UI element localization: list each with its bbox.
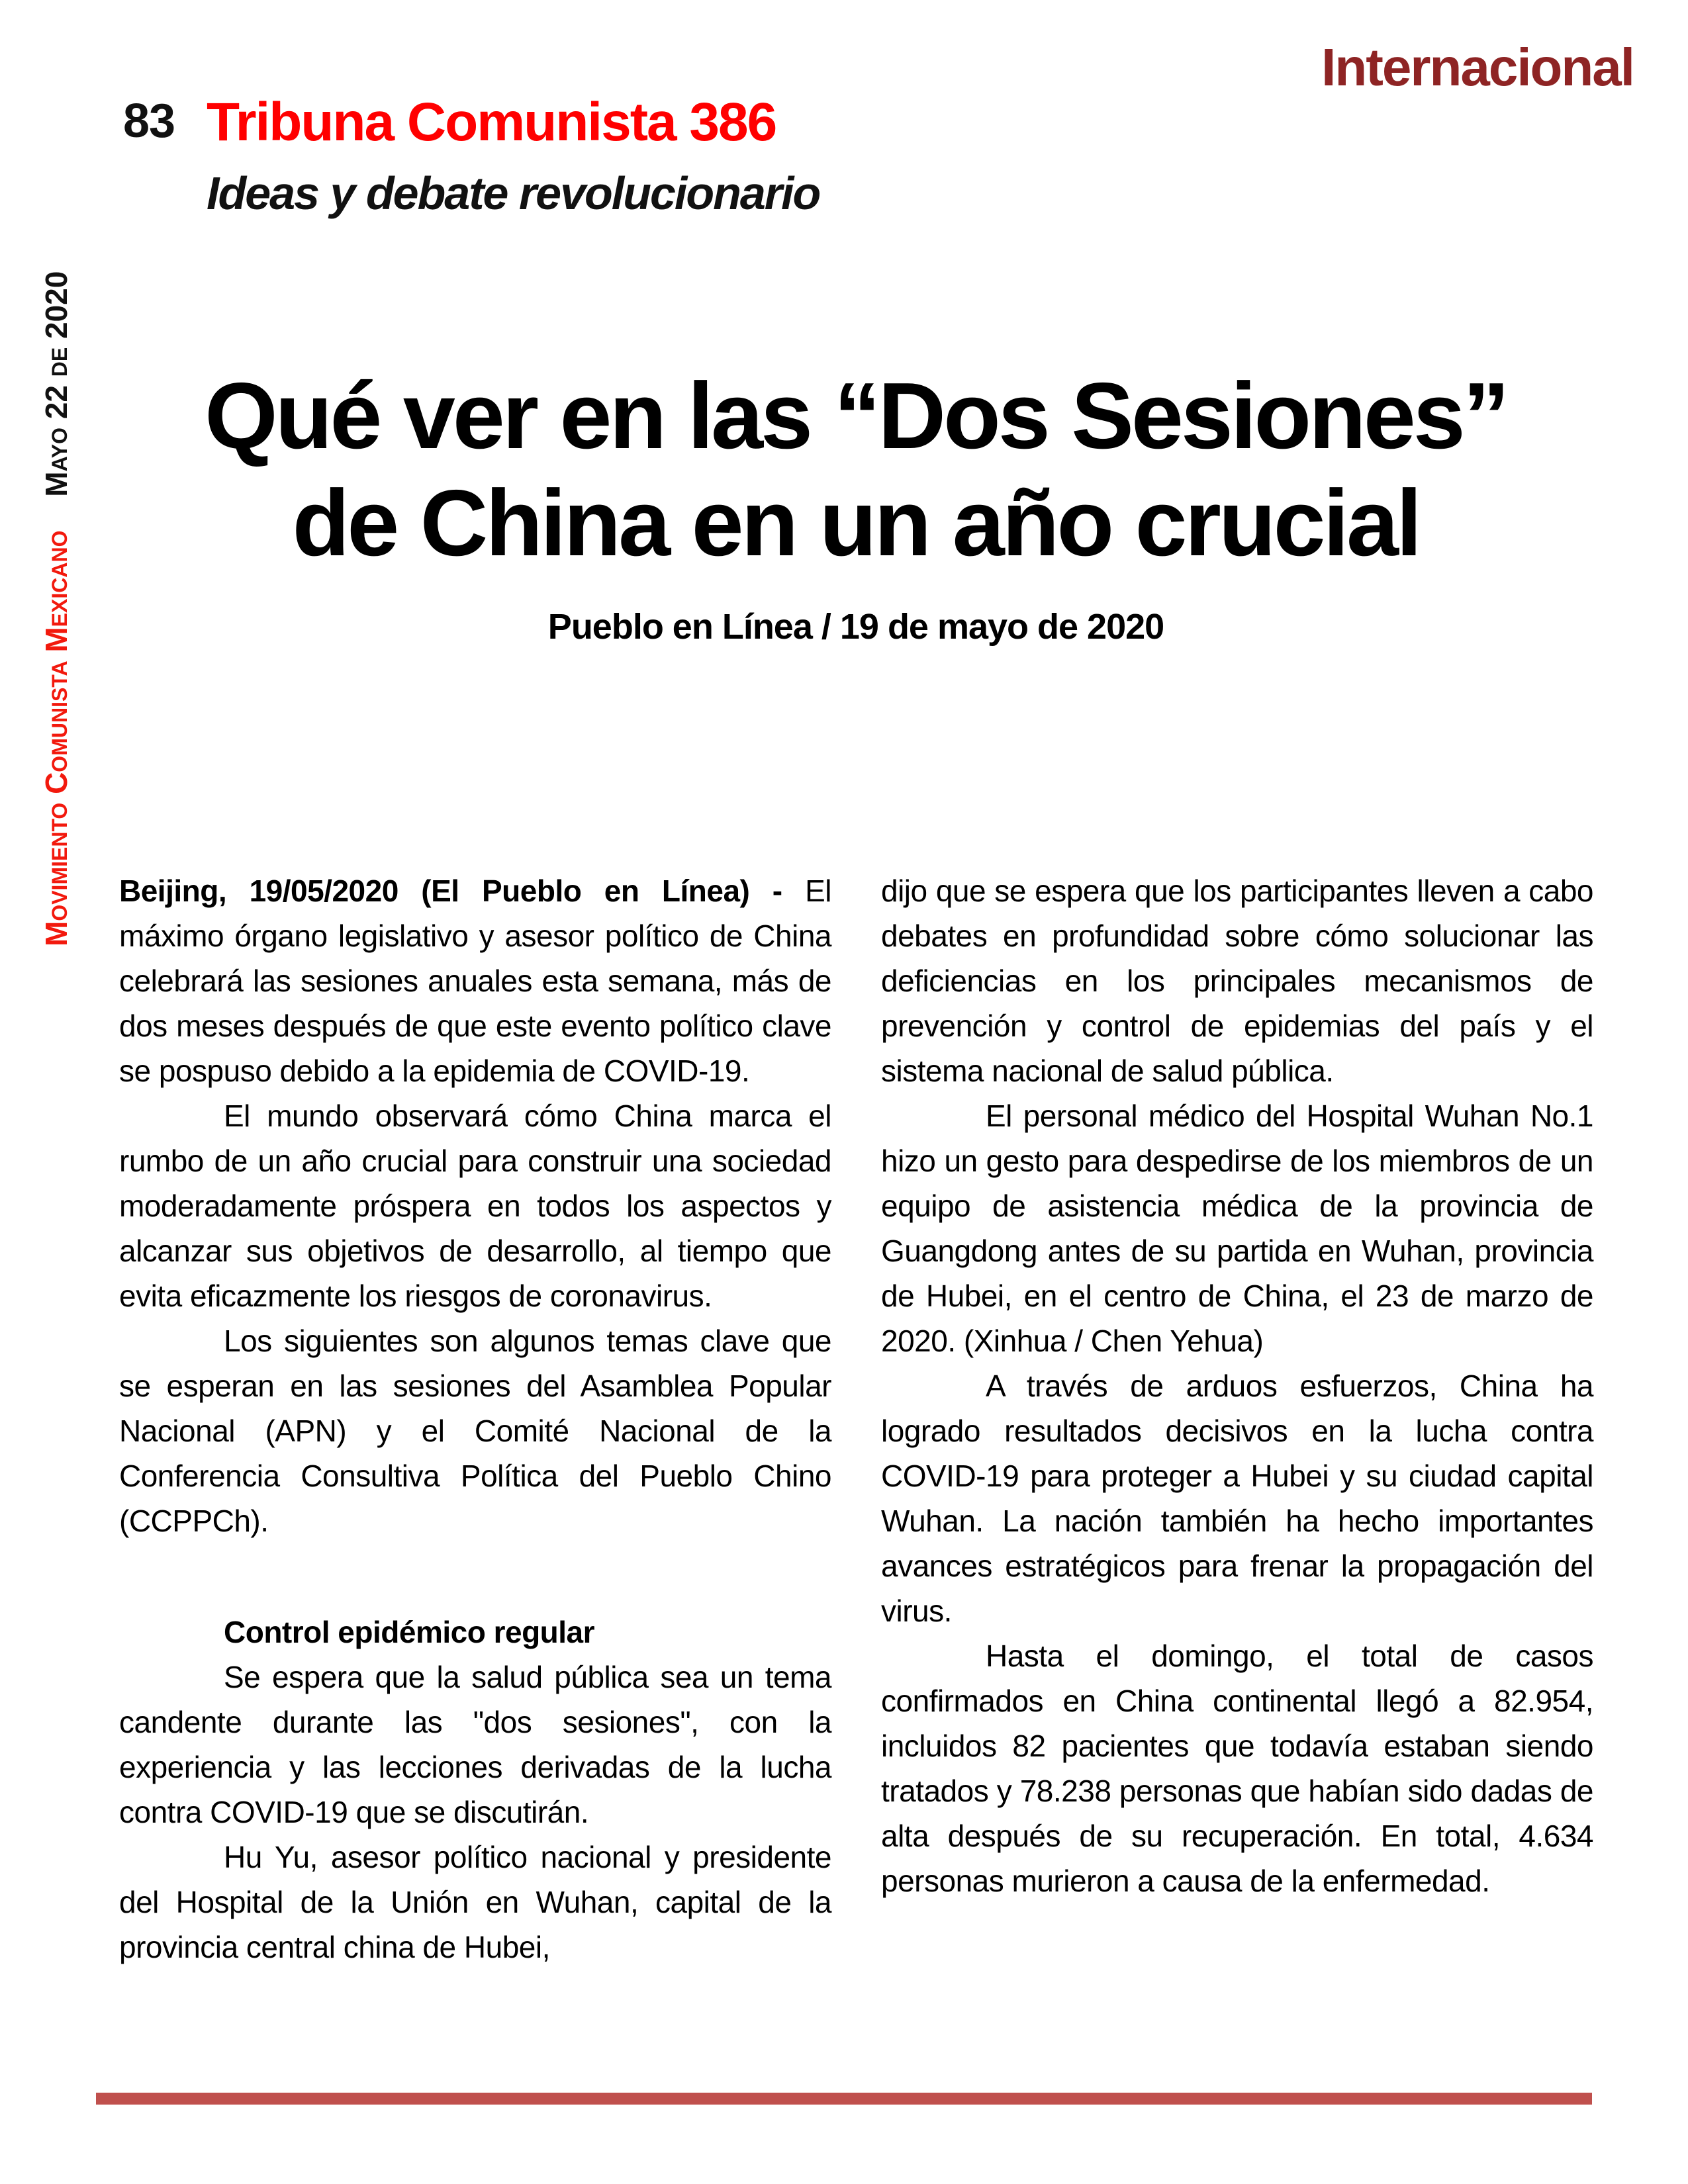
subheading: Control epidémico regular <box>224 1615 595 1649</box>
paragraph: Se espera que la salud pública sea un tema candente durante las "dos sesiones", con la experiencia y las lecciones derivadas de la lucha contra COVID-19 que se discutirán. <box>119 1660 831 1829</box>
page-number: 83 <box>123 95 175 148</box>
article-title <box>119 363 1593 577</box>
article-title-line1: Qué ver en las “Dos Sesiones” <box>205 363 1507 469</box>
article-title-line2: de China en un año crucial <box>292 471 1420 576</box>
paragraph: A través de arduos esfuerzos, China ha logrado resultados decisivos en la lucha contra COVID-19 para proteger a Hubei y su ciudad capital Wuhan. La nación también ha hecho importantes avances estratégicos para frenar la propagación del virus. <box>881 1369 1593 1628</box>
paragraph: Hu Yu, asesor político nacional y presidente del Hospital de la Unión en Wuhan, capital de la provincia central china de Hubei, <box>119 1840 831 1964</box>
continuation-paragraph: dijo que se espera que los participantes lleven a cabo debates en profundidad sobre cómo solucionar las deficiencias en los principales mecanismos de prevención y control de epidemias del país y el sistema nacional de salud pública. <box>881 874 1593 1088</box>
paragraph: Hasta el domingo, el total de casos confirmados en China continental llegó a 82.954, incluidos 82 pacientes que todavía estaban siendo tratados y 78.238 personas que habían sido dadas de alta después de su recuperación. En total, 4.634 personas murieron a causa de la enfermedad. <box>881 1639 1593 1898</box>
paragraph: Los siguientes son algunos temas clave que se esperan en las sesiones del Asamblea Popular Nacional (APN) y el Comité Nacional de la Conferencia Consultiva Política del Pueblo Chino (CCPPCh). <box>119 1324 831 1538</box>
lead-dateline: Beijing, 19/05/2020 (El Pueblo en Línea) - <box>119 874 782 908</box>
body-column-right <box>881 868 1593 1903</box>
sidebar-date: Mayo 22 de 2020 <box>39 271 73 497</box>
footer-rule <box>96 2093 1592 2105</box>
paragraph: El mundo observará cómo China marca el rumbo de un año crucial para construir una sociedad moderadamente próspera en todos los aspectos y alcanzar sus objetivos de desarrollo, al tiempo que evita eficazmente los riesgos de coronavirus. <box>119 1099 831 1313</box>
masthead-title: Tribuna Comunista 386 <box>207 92 776 152</box>
sidebar-organization: Movimiento Comunista Mexicano <box>39 530 73 946</box>
lead-paragraph: Beijing, 19/05/2020 (El Pueblo en Línea) - El máximo órgano legislativo y asesor político de China celebrará las sesiones anuales esta semana, más de dos meses después de que este evento político clave se pospuso debido a la epidemia de COVID-19. <box>119 874 831 1088</box>
article-byline: Pueblo en Línea / 19 de mayo de 2020 <box>547 607 1164 647</box>
vertical-sidebar <box>38 271 74 946</box>
masthead-tagline: Ideas y debate revolucionario <box>207 167 820 219</box>
paragraph: El personal médico del Hospital Wuhan No.1 hizo un gesto para despedirse de los miembros de un equipo de asistencia médica de la provincia de Guangdong antes de su partida en Wuhan, provincia de Hubei, en el centro de China, el 23 de marzo de 2020. (Xinhua / Chen Yehua) <box>881 1099 1593 1358</box>
section-label: Internacional <box>1321 38 1634 97</box>
body-column-left <box>119 868 831 1970</box>
